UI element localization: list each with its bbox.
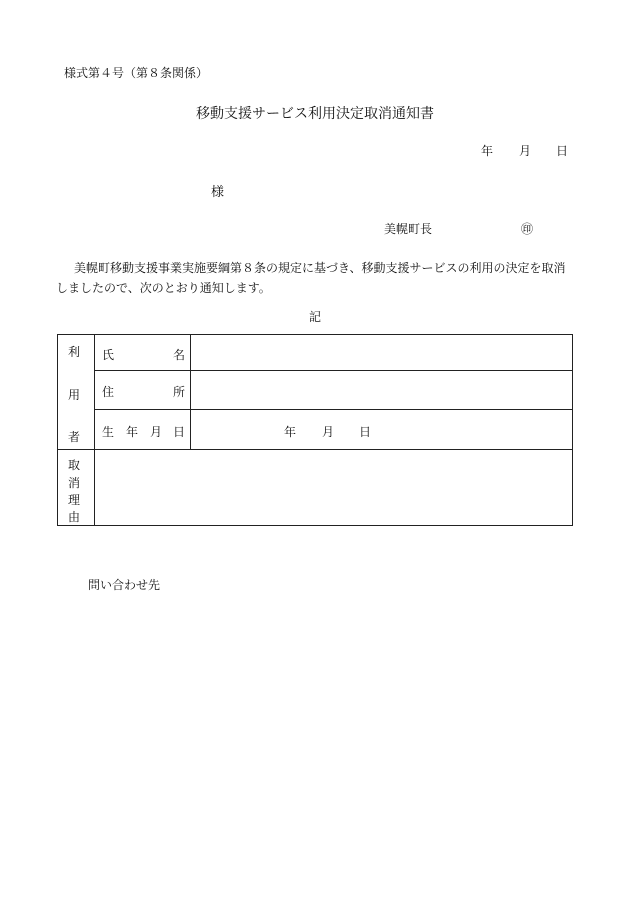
date-year-label: 年 <box>481 144 494 158</box>
seal-mark: ㊞ <box>521 222 534 236</box>
contact-heading: 問い合わせ先 <box>88 578 161 592</box>
reason-label-char-3: 理 <box>68 493 81 507</box>
user-label-char-1: 利 <box>68 345 81 359</box>
user-label-char-3: 者 <box>68 430 81 444</box>
reason-label-char-2: 消 <box>68 476 81 490</box>
birth-day-label: 日 <box>359 425 372 439</box>
table-divider-row-2 <box>94 409 572 410</box>
address-value-field[interactable] <box>192 371 572 409</box>
date-month-label: 月 <box>519 144 532 158</box>
table-divider-field-column <box>190 335 191 449</box>
recipient-honorific: 様 <box>211 185 225 200</box>
reason-label-char-4: 由 <box>68 510 81 524</box>
table-divider-label-column <box>94 335 95 449</box>
birth-label-char-3: 月 <box>150 425 163 439</box>
form-number: 様式第４号（第８条関係） <box>64 66 209 80</box>
table-divider-reason-column <box>94 449 95 525</box>
issuer-name: 美幌町長 <box>384 222 433 236</box>
table-divider-row-3 <box>58 449 572 450</box>
address-label-char-2: 所 <box>173 385 186 399</box>
birth-year-label: 年 <box>284 425 297 439</box>
notice-body-line-1: 美幌町移動支援事業実施要綱第８条の規定に基づき、移動支援サービスの利用の決定を取消 <box>74 261 566 275</box>
reason-value-field[interactable] <box>96 451 572 525</box>
user-label-char-2: 用 <box>68 388 81 402</box>
birth-label-char-1: 生 <box>102 425 115 439</box>
reason-label-char-1: 取 <box>68 458 81 472</box>
ki-heading: 記 <box>308 310 321 324</box>
name-label-char-1: 氏 <box>102 348 115 362</box>
name-value-field[interactable] <box>192 335 572 370</box>
date-day-label: 日 <box>556 144 569 158</box>
notice-body-line-2: しましたので、次のとおり通知します。 <box>56 281 271 295</box>
document-title: 移動支援サービス利用決定取消通知書 <box>196 106 434 122</box>
birth-label-char-2: 年 <box>126 425 139 439</box>
birth-label-char-4: 日 <box>173 425 186 439</box>
birth-month-label: 月 <box>322 425 335 439</box>
user-info-table <box>57 334 573 526</box>
address-label-char-1: 住 <box>102 385 115 399</box>
name-label-char-2: 名 <box>173 348 186 362</box>
notice-body <box>56 258 576 298</box>
